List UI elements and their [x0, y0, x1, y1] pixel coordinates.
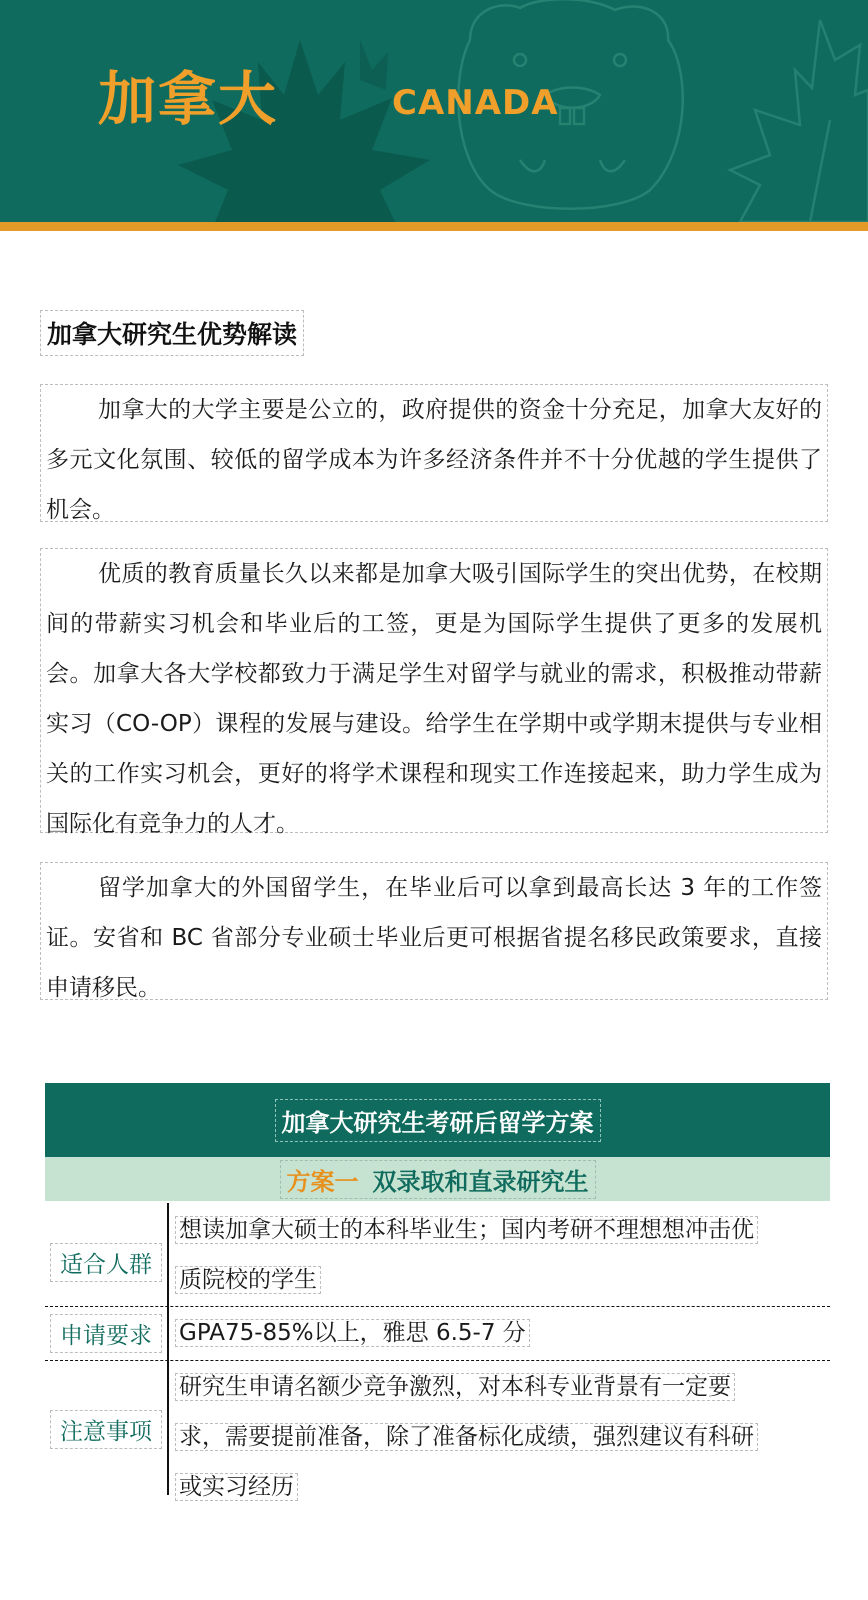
plan-sub-title: 双录取和直录研究生 [372, 1167, 589, 1196]
row-divider [45, 1306, 830, 1307]
row-text-line: 研究生申请名额少竞争激烈，对本科专业背景有一定要 [175, 1373, 735, 1401]
plan-header [45, 1083, 830, 1157]
paragraph-3: 留学加拿大的外国留学生，在毕业后可以拿到最高长达 3 年的工作签证。安省和 BC 省部分专业硕士毕业后更可根据省提名移民政策要求，直接申请移民。 [40, 862, 828, 1000]
plan-header-title: 加拿大研究生考研后留学方案 [275, 1099, 601, 1142]
row-text-audience [175, 1205, 825, 1305]
maple-leaf-outline-icon [730, 20, 868, 222]
row-text-line: 想读加拿大硕士的本科毕业生；国内考研不理想想冲击优 [175, 1216, 758, 1244]
plan-sub-label: 方案一 [286, 1167, 359, 1196]
banner-title-cn: 加拿大 [98, 65, 279, 133]
row-text-notes [175, 1362, 825, 1512]
row-text-line: 求，需要提前准备，除了准备标化成绩，强烈建议有科研 [175, 1423, 758, 1451]
banner-title-en: CANADA [392, 83, 559, 123]
table-divider-vertical [167, 1203, 169, 1495]
header-banner [0, 0, 868, 222]
row-text-line: 或实习经历 [175, 1473, 298, 1501]
paragraph-2: 优质的教育质量长久以来都是加拿大吸引国际学生的突出优势，在校期间的带薪实习机会和毕业后的工签，更是为国际学生提供了更多的发展机会。加拿大各大学校都致力于满足学生对留学与就业的需求，积极推动带薪实习（CO-OP）课程的发展与建设。给学生在学期中或学期末提供与专业相关的工作实习机会，更好的将学术课程和现实工作连接起来，助力学生成为国际化有竞争力的人才。 [40, 548, 828, 833]
banner-stripe [0, 222, 868, 231]
row-text-requirements [175, 1308, 825, 1358]
row-label-audience: 适合人群 [50, 1243, 162, 1282]
plan-subheader [45, 1157, 830, 1201]
row-text-line: 质院校的学生 [175, 1266, 321, 1294]
plan-subheader-wrap [280, 1160, 596, 1199]
row-label-requirements: 申请要求 [50, 1314, 162, 1353]
row-label-notes: 注意事项 [50, 1410, 162, 1449]
row-divider [45, 1360, 830, 1361]
section-title: 加拿大研究生优势解读 [40, 310, 304, 356]
row-text-line: GPA75-85%以上，雅思 6.5-7 分 [175, 1319, 530, 1347]
paragraph-1: 加拿大的大学主要是公立的，政府提供的资金十分充足，加拿大友好的多元文化氛围、较低的留学成本为许多经济条件并不十分优越的学生提供了机会。 [40, 384, 828, 522]
